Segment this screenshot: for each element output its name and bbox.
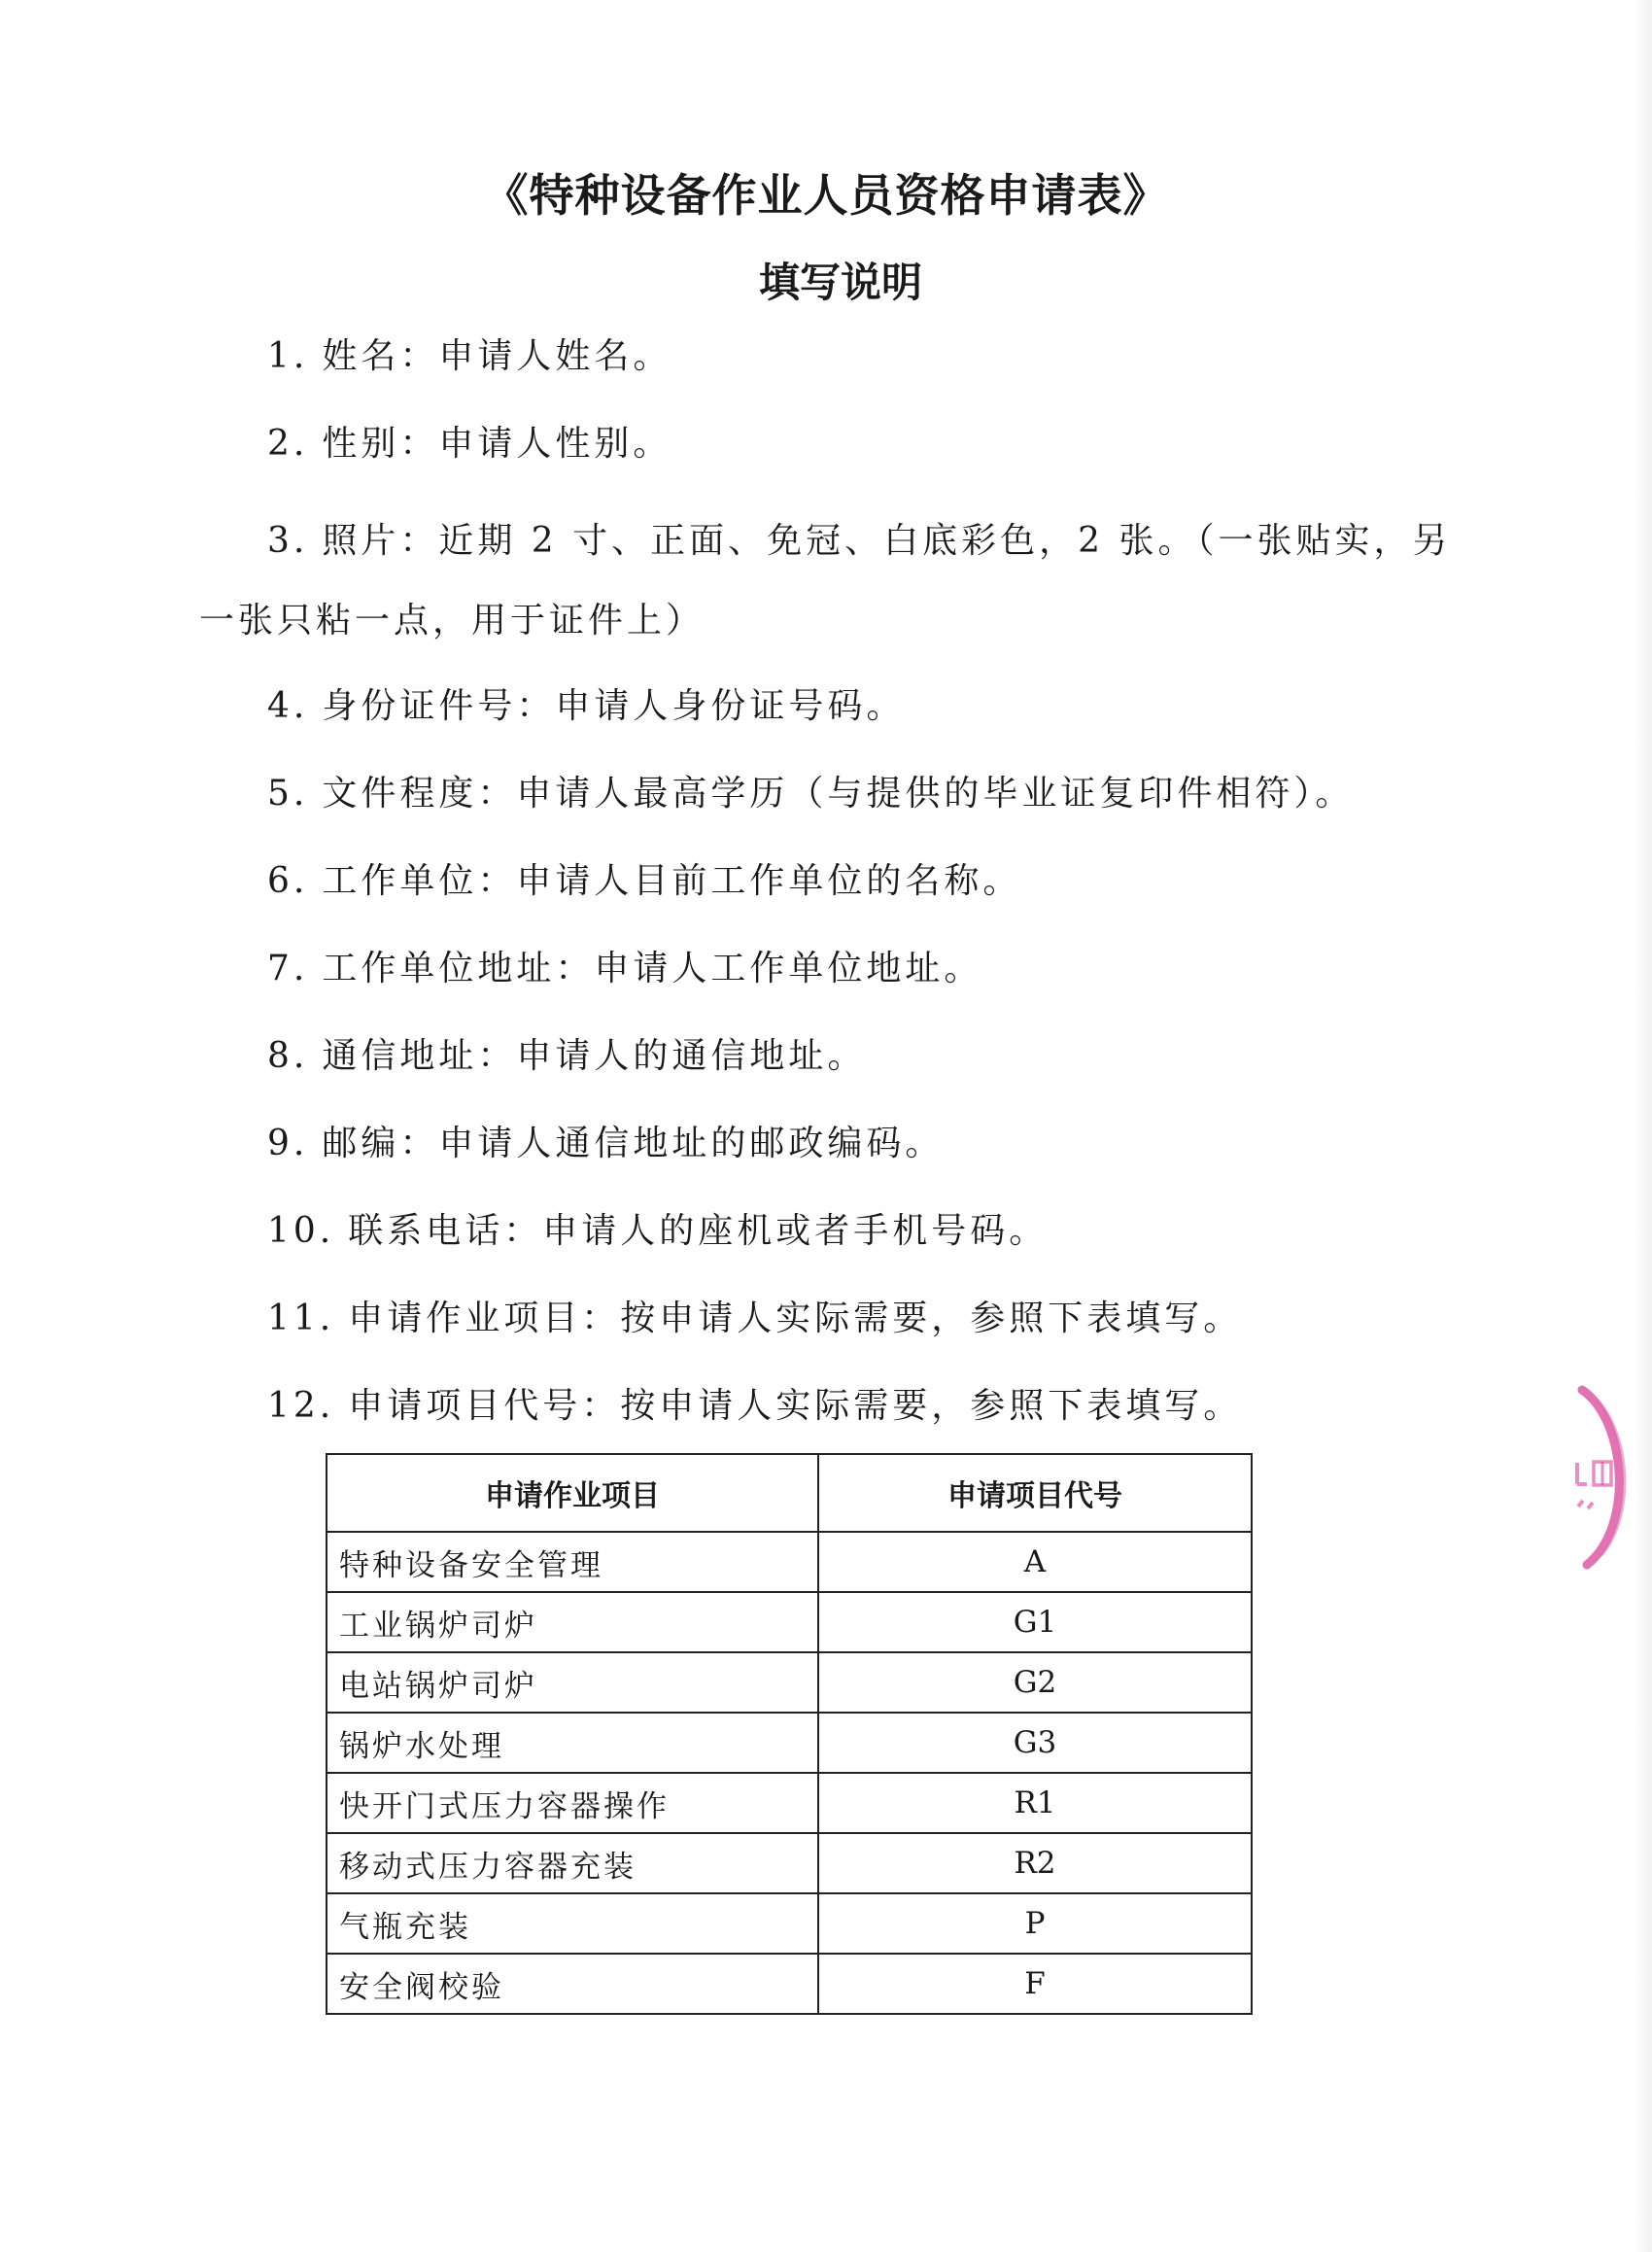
table-row <box>327 1592 1252 1652</box>
project-code-table <box>326 1453 1253 2015</box>
item-number: 1. <box>267 336 309 376</box>
table-row <box>327 1833 1252 1893</box>
seal-stamp-icon <box>1543 1380 1650 1575</box>
instruction-item-5 <box>267 771 1354 817</box>
item-text: 通信地址：申请人的通信地址。 <box>322 1036 867 1076</box>
item-text: 工作单位地址：申请人工作单位地址。 <box>322 949 983 988</box>
item-text: 性别：申请人性别。 <box>322 424 672 464</box>
instruction-item-3-continuation: 一张只粘一点，用于证件上） <box>199 601 706 641</box>
document-subtitle: 填写说明 <box>758 259 922 306</box>
document-title: 《特种设备作业人员资格申请表》 <box>483 169 1169 222</box>
instruction-item-8 <box>267 1033 866 1080</box>
item-text: 文件程度：申请人最高学历（与提供的毕业证复印件相符）。 <box>322 774 1355 814</box>
table-row <box>327 1532 1252 1592</box>
instruction-item-3 <box>267 518 1452 565</box>
project-code-cell: A <box>818 1532 1252 1592</box>
item-number: 11. <box>267 1299 335 1338</box>
project-name-cell: 移动式压力容器充装 <box>327 1833 818 1893</box>
project-name-cell: 电站锅炉司炉 <box>327 1652 818 1713</box>
instruction-item-9 <box>267 1121 944 1167</box>
table-row <box>327 1773 1252 1833</box>
project-code-cell: F <box>818 1954 1252 2014</box>
instruction-item-4 <box>267 683 905 730</box>
item-text: 照片：近期 2 寸、正面、免冠、白底彩色，2 张。（一张贴实，另 <box>322 521 1452 561</box>
project-code-cell: R1 <box>818 1773 1252 1833</box>
table-row <box>327 1893 1252 1954</box>
item-number: 6. <box>267 861 309 901</box>
project-code-cell: P <box>818 1893 1252 1954</box>
item-number: 8. <box>267 1036 309 1076</box>
table-header-row <box>327 1454 1252 1532</box>
table-row <box>327 1954 1252 2014</box>
item-number: 4. <box>267 686 309 726</box>
instruction-item-1 <box>267 333 671 380</box>
item-text: 姓名：申请人姓名。 <box>322 336 672 376</box>
instruction-item-12 <box>267 1383 1242 1430</box>
project-name-cell: 特种设备安全管理 <box>327 1532 818 1592</box>
table-header-cell: 申请作业项目 <box>327 1454 818 1532</box>
instruction-item-2 <box>267 421 671 468</box>
project-name-cell: 气瓶充装 <box>327 1893 818 1954</box>
item-number: 9. <box>267 1124 309 1163</box>
page-edge-shadow <box>1635 0 1652 2252</box>
project-code-cell: R2 <box>818 1833 1252 1893</box>
item-text: 邮编：申请人通信地址的邮政编码。 <box>322 1124 945 1163</box>
item-number: 12. <box>267 1386 335 1426</box>
item-text: 联系电话：申请人的座机或者手机号码。 <box>348 1211 1049 1251</box>
instruction-item-7 <box>267 946 982 992</box>
project-name-cell: 安全阀校验 <box>327 1954 818 2014</box>
table-row <box>327 1652 1252 1713</box>
item-number: 7. <box>267 949 309 988</box>
item-text: 申请作业项目：按申请人实际需要，参照下表填写。 <box>348 1299 1243 1338</box>
table-row <box>327 1713 1252 1773</box>
instruction-item-6 <box>267 858 1021 905</box>
project-code-cell: G1 <box>818 1592 1252 1652</box>
project-name-cell: 快开门式压力容器操作 <box>327 1773 818 1833</box>
item-number: 5. <box>267 774 309 814</box>
project-name-cell: 锅炉水处理 <box>327 1713 818 1773</box>
instruction-item-10 <box>267 1208 1048 1255</box>
instruction-item-11 <box>267 1296 1242 1342</box>
project-code-cell: G2 <box>818 1652 1252 1713</box>
item-text: 身份证件号：申请人身份证号码。 <box>322 686 906 726</box>
table-header-cell: 申请项目代号 <box>818 1454 1252 1532</box>
project-code-cell: G3 <box>818 1713 1252 1773</box>
project-name-cell: 工业锅炉司炉 <box>327 1592 818 1652</box>
item-text: 申请项目代号：按申请人实际需要，参照下表填写。 <box>348 1386 1243 1426</box>
item-text: 工作单位：申请人目前工作单位的名称。 <box>322 861 1022 901</box>
item-number: 2. <box>267 424 309 464</box>
item-number: 3. <box>267 521 309 561</box>
item-number: 10. <box>267 1211 335 1251</box>
